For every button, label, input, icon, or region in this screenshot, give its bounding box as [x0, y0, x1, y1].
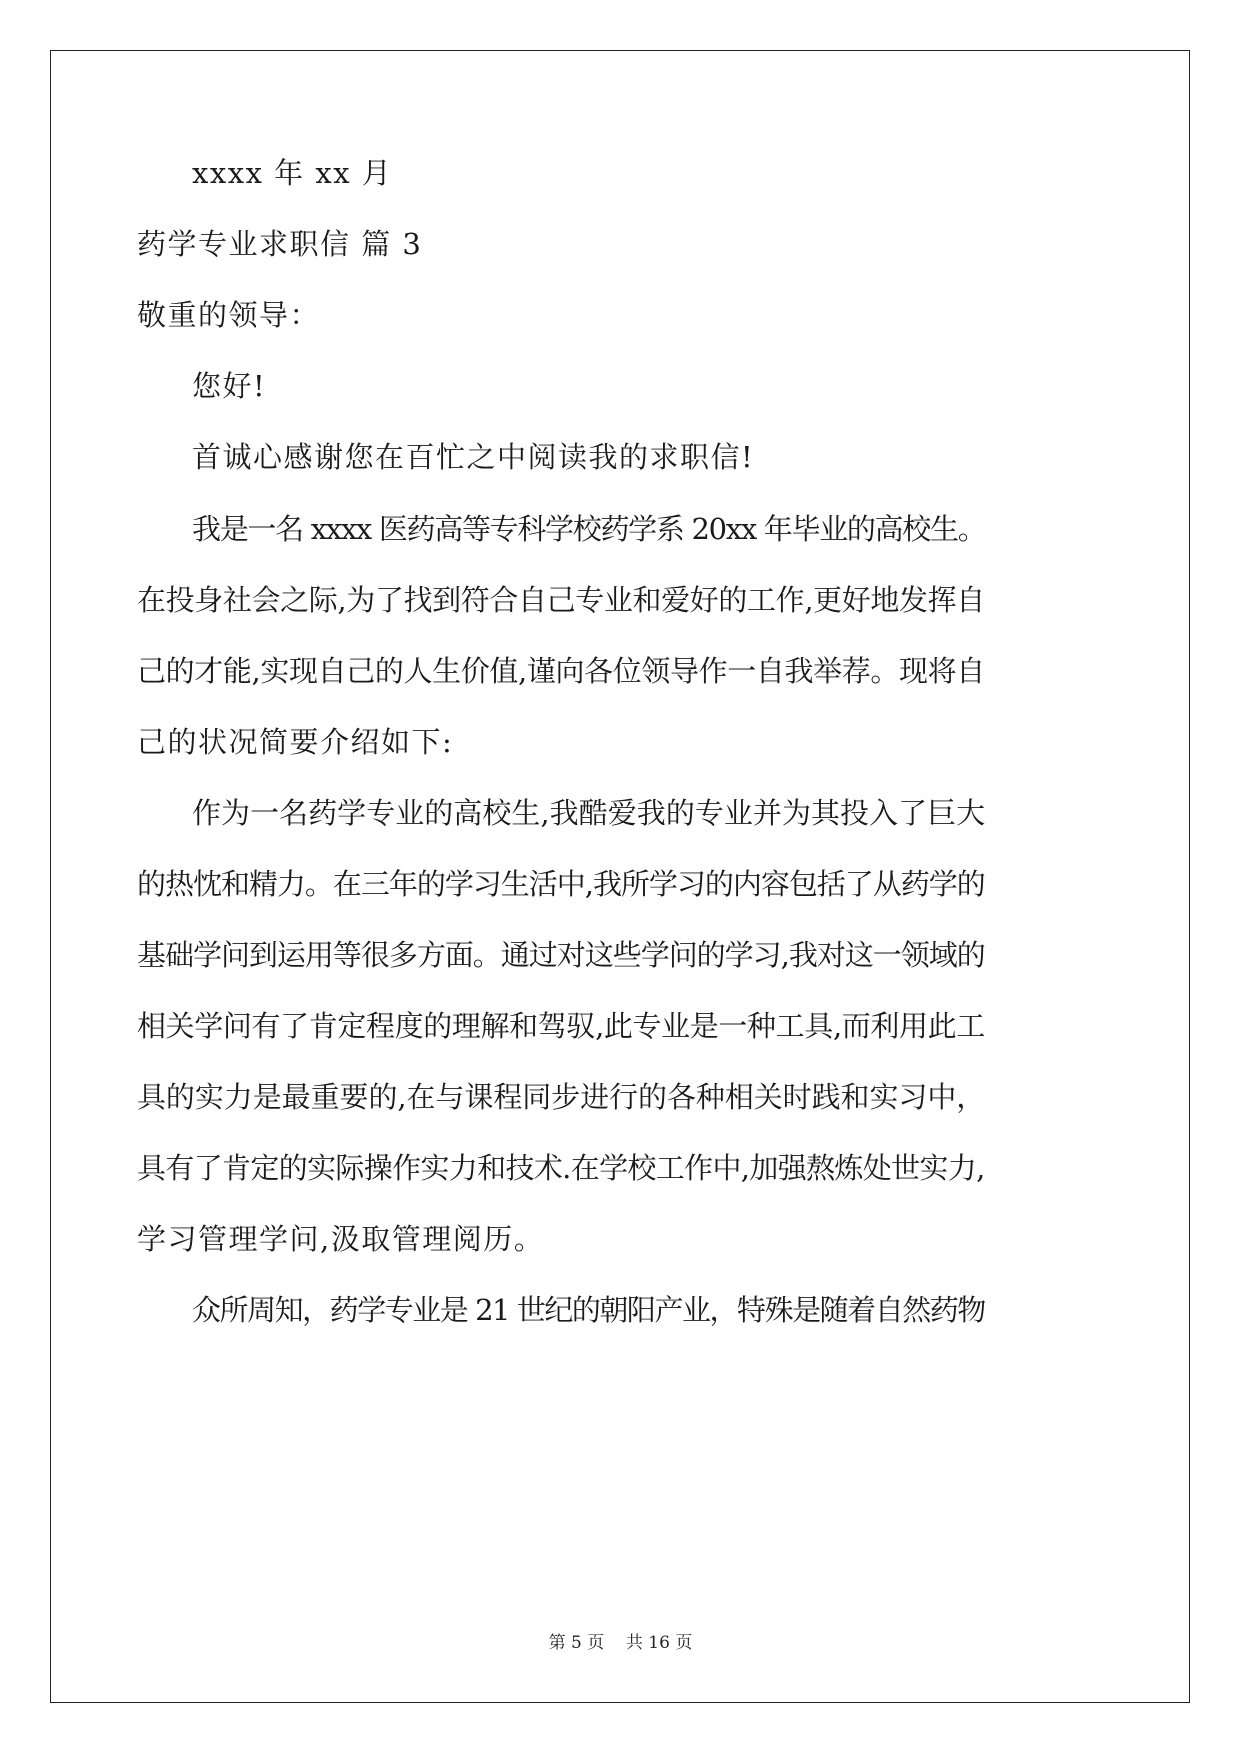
paragraph-line: 具有了肯定的实际操作实力和技术.在学校工作中,加强熬炼处世实力, [137, 1151, 985, 1185]
date-line: xxxx 年 xx 月 [192, 156, 393, 190]
paragraph-line: 学习管理学问,汲取管理阅历。 [137, 1222, 545, 1256]
paragraph-line: 基础学问到运用等很多方面。通过对这些学问的学习,我对这一领域的 [137, 938, 985, 972]
paragraph-line: 首诚心感谢您在百忙之中阅读我的求职信! [192, 440, 755, 474]
section-title: 药学专业求职信 篇 3 [137, 227, 423, 261]
salutation: 敬重的领导： [137, 298, 321, 332]
paragraph-line: 在投身社会之际,为了找到符合自己专业和爱好的工作,更好地发挥自 [137, 583, 985, 617]
paragraph-line: 己的状况简要介绍如下: [137, 725, 454, 759]
page-number: 第 5 页 共 16 页 [548, 1633, 693, 1653]
paragraph-line: 的热忱和精力。在三年的学习生活中,我所学习的内容包括了从药学的 [137, 867, 985, 901]
greeting: 您好! [192, 369, 267, 403]
paragraph-line: 己的才能,实现自己的人生价值,谨向各位领导作一自我举荐。现将自 [137, 654, 985, 688]
paragraph-line: 我是一名 xxxx 医药高等专科学校药学系 20xx 年毕业的高校生。 [192, 512, 986, 546]
paragraph-line: 相关学问有了肯定程度的理解和驾驭,此专业是一种工具,而利用此工 [137, 1009, 985, 1043]
paragraph-line: 作为一名药学专业的高校生,我酷爱我的专业并为其投入了巨大 [192, 796, 986, 830]
paragraph-line: 众所周知，药学专业是 21 世纪的朝阳产业，特殊是随着自然药物 [192, 1293, 985, 1327]
paragraph-line: 具的实力是最重要的,在与课程同步进行的各种相关时践和实习中， [137, 1080, 986, 1114]
